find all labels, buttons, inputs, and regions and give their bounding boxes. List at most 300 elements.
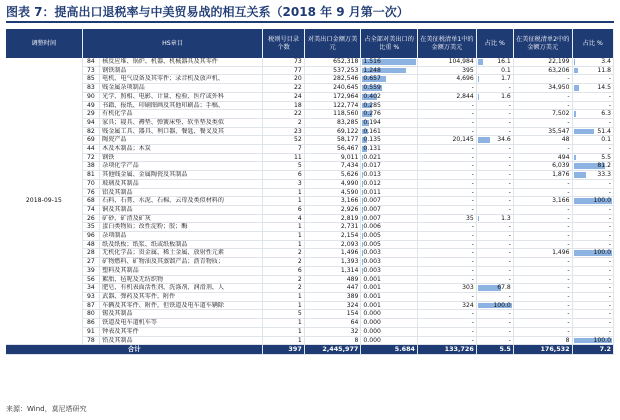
- export-amount-cell: 2,093: [304, 240, 361, 249]
- table-container: [6, 29, 614, 355]
- hs-name-cell: 矿物燃料、矿物油及其蒸馏产品；沥青物质；: [100, 258, 263, 267]
- header-count: 税则号目录个数: [263, 29, 304, 58]
- list1-share-cell: [476, 275, 513, 284]
- list1-amount-cell: -: [417, 127, 476, 136]
- list1-amount-cell: -: [417, 197, 476, 206]
- hs-code-cell: 96: [82, 232, 99, 241]
- table-row: [6, 127, 614, 136]
- export-share-cell: [361, 232, 418, 241]
- export-share-value: 0.007: [363, 205, 381, 213]
- list2-amount-cell: 63,206: [513, 66, 572, 75]
- list2-amount-cell: -: [513, 266, 572, 275]
- list2-share-value: -: [608, 223, 611, 231]
- hs-name-cell: 杂项制品: [100, 232, 263, 241]
- list1-share-value: -: [508, 197, 511, 205]
- list2-share-cell: [572, 153, 613, 162]
- hs-code-cell: 49: [82, 101, 99, 110]
- list2-share-cell: [572, 284, 613, 293]
- export-share-value: 0.135: [363, 136, 381, 144]
- export-share-value: 1.516: [363, 58, 381, 65]
- table-row: [6, 319, 614, 328]
- hs-name-cell: 锡及其制品: [100, 310, 263, 319]
- export-amount-cell: 2,819: [304, 214, 361, 223]
- list1-share-cell: [476, 249, 513, 258]
- tariff-count-cell: 22: [263, 110, 304, 119]
- list1-amount-cell: -: [417, 336, 476, 345]
- hs-name-cell: 贱金属工具、器具、利口器、餐匙、餐叉及其: [100, 127, 263, 136]
- list1-share-cell: [476, 58, 513, 66]
- list2-share-value: -: [608, 145, 611, 153]
- hs-code-cell: 74: [82, 205, 99, 214]
- list2-amount-cell: -: [513, 205, 572, 214]
- list1-amount-cell: -: [417, 275, 476, 284]
- list1-share-cell: [476, 118, 513, 127]
- export-share-value: 0.000: [363, 319, 381, 327]
- hs-name-cell: 纸及纸板；纸浆、纸或纸板制品: [100, 240, 263, 249]
- total-list1-share: 5.5: [476, 345, 513, 355]
- list1-share-value: -: [508, 336, 511, 344]
- tariff-count-cell: 24: [263, 92, 304, 101]
- list1-share-value: -: [508, 179, 511, 187]
- list1-share-value: 1.6: [501, 92, 511, 100]
- list2-share-value: 5.5: [601, 153, 611, 161]
- export-share-cell: [361, 75, 418, 84]
- export-share-value: 0.000: [363, 327, 381, 335]
- list1-share-bar: [478, 59, 484, 65]
- hs-code-cell: 44: [82, 145, 99, 154]
- header-list1-amount: 在美征税清单1中的金额万美元: [417, 29, 476, 58]
- total-list1-amount: 133,726: [417, 345, 476, 355]
- list1-amount-cell: -: [417, 249, 476, 258]
- table-row: [6, 136, 614, 145]
- list1-amount-cell: -: [417, 327, 476, 336]
- list1-amount-cell: -: [417, 223, 476, 232]
- list2-amount-cell: 1,496: [513, 249, 572, 258]
- list1-share-cell: [476, 223, 513, 232]
- export-share-cell: [361, 145, 418, 154]
- tariff-count-cell: 6: [263, 205, 304, 214]
- list1-share-cell: [476, 127, 513, 136]
- list1-share-bar: [478, 76, 479, 82]
- list1-amount-cell: -: [417, 162, 476, 171]
- list2-amount-cell: 8: [513, 336, 572, 345]
- total-label: 合计: [6, 345, 263, 355]
- list2-amount-cell: -: [513, 101, 572, 110]
- hs-name-cell: 武器、弹药及其零件、附件: [100, 292, 263, 301]
- list2-amount-cell: 22,199: [513, 58, 572, 66]
- list2-share-cell: [572, 240, 613, 249]
- list1-share-value: -: [508, 310, 511, 318]
- export-amount-cell: 7,434: [304, 162, 361, 171]
- list1-share-cell: [476, 319, 513, 328]
- table-row: [6, 75, 614, 84]
- export-share-value: 0.001: [363, 301, 381, 309]
- hs-name-cell: 玻璃及其制品: [100, 179, 263, 188]
- table-body: [6, 58, 614, 355]
- table-row: [6, 336, 614, 345]
- list1-amount-cell: -: [417, 110, 476, 119]
- list1-share-value: 34.6: [497, 136, 511, 144]
- total-row: [6, 345, 614, 355]
- tariff-count-cell: 1: [263, 301, 304, 310]
- hs-code-cell: 81: [82, 171, 99, 180]
- hs-name-cell: 其他贱金属、金属陶瓷及其制品: [100, 171, 263, 180]
- list1-share-cell: [476, 171, 513, 180]
- figure-title: 图表 7：提高出口退税率与中美贸易战的相互关系（2018 年 9 月第一次）: [6, 3, 614, 23]
- export-amount-cell: 324: [304, 301, 361, 310]
- list1-share-value: -: [508, 84, 511, 92]
- list1-share-cell: [476, 301, 513, 310]
- export-share-cell: [361, 336, 418, 345]
- list1-share-cell: [476, 162, 513, 171]
- export-share-value: 0.005: [363, 240, 381, 248]
- total-share: 5.684: [361, 345, 418, 355]
- total-list2-share: 7.2: [572, 345, 613, 355]
- table-row: [6, 301, 614, 310]
- table-row: [6, 197, 614, 206]
- list1-share-value: -: [508, 110, 511, 118]
- hs-code-cell: 90: [82, 92, 99, 101]
- hs-name-cell: 家具；寝具、褥垫、弹簧床垫、软坐垫及类似: [100, 118, 263, 127]
- list2-amount-cell: -: [513, 214, 572, 223]
- hs-name-cell: 蛋白类物质；改性淀粉；胶；酶: [100, 223, 263, 232]
- list2-amount-cell: 7,502: [513, 110, 572, 119]
- export-share-value: 0.285: [363, 101, 381, 109]
- list1-share-cell: [476, 197, 513, 206]
- table-row: [6, 162, 614, 171]
- list2-amount-cell: -: [513, 75, 572, 84]
- list2-amount-cell: -: [513, 118, 572, 127]
- list1-share-bar: [478, 137, 490, 143]
- hs-name-cell: 石料、石膏、水泥、石棉、云母及类似材料的: [100, 197, 263, 206]
- list1-share-cell: [476, 266, 513, 275]
- export-amount-cell: 1,393: [304, 258, 361, 267]
- export-amount-cell: 4,990: [304, 179, 361, 188]
- export-amount-cell: 58,177: [304, 136, 361, 145]
- list2-share-value: -: [608, 214, 611, 222]
- list1-share-cell: [476, 75, 513, 84]
- list1-share-cell: [476, 145, 513, 154]
- list1-amount-cell: 104,984: [417, 58, 476, 66]
- hs-code-cell: 84: [82, 58, 99, 66]
- list1-amount-cell: -: [417, 205, 476, 214]
- export-amount-cell: 9,011: [304, 153, 361, 162]
- list2-amount-cell: -: [513, 301, 572, 310]
- tariff-count-cell: 20: [263, 75, 304, 84]
- hs-name-cell: 木及木制品；木炭: [100, 145, 263, 154]
- list1-amount-cell: 4,696: [417, 75, 476, 84]
- table-row: [6, 223, 614, 232]
- tariff-count-cell: 1: [263, 197, 304, 206]
- export-share-cell: [361, 275, 418, 284]
- list1-share-value: 16.1: [497, 58, 511, 65]
- list1-share-value: -: [508, 275, 511, 283]
- list2-amount-cell: -: [513, 232, 572, 241]
- list1-share-value: -: [508, 205, 511, 213]
- list2-share-bar: [574, 155, 576, 161]
- hs-code-cell: 29: [82, 110, 99, 119]
- list1-amount-cell: -: [417, 258, 476, 267]
- tariff-count-cell: 3: [263, 179, 304, 188]
- table-row: [6, 284, 614, 293]
- tariff-count-cell: 7: [263, 145, 304, 154]
- list2-share-value: -: [608, 118, 611, 126]
- list1-share-value: -: [508, 319, 511, 327]
- hs-code-cell: 73: [82, 66, 99, 75]
- hs-name-cell: 无机化学品；贵金属、稀土金属、放射性元素: [100, 249, 263, 258]
- tariff-count-cell: 73: [263, 58, 304, 66]
- list1-share-value: -: [508, 127, 511, 135]
- table-row: [6, 310, 614, 319]
- tariff-count-cell: 2: [263, 118, 304, 127]
- export-amount-cell: 122,774: [304, 101, 361, 110]
- export-share-value: 0.013: [363, 171, 381, 179]
- table-row: [6, 92, 614, 101]
- hs-name-cell: 核反应堆、锅炉、机器、机械器具及其零件: [100, 58, 263, 66]
- hs-name-cell: 铅及其制品: [100, 336, 263, 345]
- list1-share-bar: [478, 94, 479, 100]
- list2-amount-cell: 1,876: [513, 171, 572, 180]
- export-share-cell: [361, 66, 418, 75]
- list2-amount-cell: 34,950: [513, 84, 572, 93]
- list2-share-bar: [574, 68, 579, 74]
- tariff-count-cell: 1: [263, 188, 304, 197]
- hs-name-cell: 电机、电气设备及其零件；录音机及放声机、: [100, 75, 263, 84]
- export-amount-cell: 489: [304, 275, 361, 284]
- list2-share-value: -: [608, 232, 611, 240]
- tariff-count-cell: 18: [263, 101, 304, 110]
- hs-code-cell: 70: [82, 179, 99, 188]
- export-share-value: 0.276: [363, 110, 381, 118]
- list1-share-cell: [476, 258, 513, 267]
- list2-share-cell: [572, 58, 613, 66]
- list1-share-value: -: [508, 258, 511, 266]
- list2-amount-cell: -: [513, 292, 572, 301]
- table-row: [6, 258, 614, 267]
- list2-share-cell: [572, 275, 613, 284]
- table-row: [6, 58, 614, 66]
- list1-amount-cell: -: [417, 101, 476, 110]
- list2-share-cell: [572, 197, 613, 206]
- export-share-cell: [361, 179, 418, 188]
- hs-code-cell: 28: [82, 249, 99, 258]
- list2-share-value: 33.3: [597, 171, 611, 179]
- list1-share-cell: [476, 66, 513, 75]
- export-amount-cell: 2,926: [304, 205, 361, 214]
- list1-share-cell: [476, 232, 513, 241]
- list2-share-cell: [572, 223, 613, 232]
- list2-share-value: -: [608, 101, 611, 109]
- list1-share-cell: [476, 92, 513, 101]
- list2-share-cell: [572, 75, 613, 84]
- list2-amount-cell: -: [513, 275, 572, 284]
- export-amount-cell: 56,467: [304, 145, 361, 154]
- list2-share-value: -: [608, 301, 611, 309]
- tariff-count-cell: 2: [263, 275, 304, 284]
- list1-share-cell: [476, 101, 513, 110]
- list2-amount-cell: -: [513, 179, 572, 188]
- tariff-count-cell: 22: [263, 84, 304, 93]
- list2-share-value: 14.5: [597, 84, 611, 92]
- hs-code-cell: 56: [82, 275, 99, 284]
- export-amount-cell: 2,154: [304, 232, 361, 241]
- hs-code-cell: 80: [82, 310, 99, 319]
- list1-amount-cell: -: [417, 266, 476, 275]
- list1-share-cell: [476, 179, 513, 188]
- hs-name-cell: 书籍、报纸、印刷图画及其他印刷品；手稿、: [100, 101, 263, 110]
- list2-amount-cell: -: [513, 319, 572, 328]
- list2-share-bar: [574, 59, 575, 65]
- table-row: [6, 179, 614, 188]
- hs-code-cell: 76: [82, 188, 99, 197]
- export-amount-cell: 652,318: [304, 58, 361, 66]
- list2-share-cell: [572, 292, 613, 301]
- export-share-cell: [361, 171, 418, 180]
- list2-share-value: -: [608, 205, 611, 213]
- export-amount-cell: 537,253: [304, 66, 361, 75]
- list2-share-cell: [572, 110, 613, 119]
- hs-code-cell: 72: [82, 153, 99, 162]
- table-row: [6, 118, 614, 127]
- hs-name-cell: 光学、照相、电影、计量、检验、医疗或外科: [100, 92, 263, 101]
- hs-code-cell: 82: [82, 127, 99, 136]
- list2-amount-cell: -: [513, 327, 572, 336]
- list1-share-cell: [476, 188, 513, 197]
- list1-share-value: -: [508, 101, 511, 109]
- list2-amount-cell: 3,166: [513, 197, 572, 206]
- list2-share-cell: [572, 327, 613, 336]
- table-row: [6, 145, 614, 154]
- hs-code-cell: 35: [82, 223, 99, 232]
- export-share-cell: [361, 223, 418, 232]
- tariff-count-cell: 1: [263, 319, 304, 328]
- adjust-date-cell: 2018-09-15: [6, 58, 82, 345]
- tariff-count-cell: 5: [263, 162, 304, 171]
- export-amount-cell: 8: [304, 336, 361, 345]
- list2-share-cell: [572, 145, 613, 154]
- list2-share-cell: [572, 179, 613, 188]
- list2-share-cell: [572, 84, 613, 93]
- list1-amount-cell: -: [417, 171, 476, 180]
- list2-share-value: -: [608, 188, 611, 196]
- export-share-cell: [361, 249, 418, 258]
- table-row: [6, 266, 614, 275]
- list1-share-value: -: [508, 266, 511, 274]
- list2-share-value: 3.4: [601, 58, 611, 65]
- list1-amount-cell: -: [417, 319, 476, 328]
- hs-code-cell: 68: [82, 197, 99, 206]
- list2-share-cell: [572, 66, 613, 75]
- table-row: [6, 66, 614, 75]
- export-share-cell: [361, 319, 418, 328]
- list1-share-value: -: [508, 223, 511, 231]
- export-amount-cell: 5,626: [304, 171, 361, 180]
- list2-amount-cell: -: [513, 92, 572, 101]
- hs-code-cell: 85: [82, 75, 99, 84]
- list2-share-value: -: [608, 179, 611, 187]
- table-row: [6, 153, 614, 162]
- export-amount-cell: 3,166: [304, 197, 361, 206]
- export-share-value: 0.012: [363, 179, 381, 187]
- export-amount-cell: 240,645: [304, 84, 361, 93]
- export-amount-cell: 32: [304, 327, 361, 336]
- list2-share-value: 100.0: [593, 336, 611, 344]
- list2-share-value: -: [608, 266, 611, 274]
- export-amount-cell: 282,546: [304, 75, 361, 84]
- export-share-cell: [361, 310, 418, 319]
- hs-code-cell: 91: [82, 327, 99, 336]
- list2-share-cell: [572, 92, 613, 101]
- list2-amount-cell: -: [513, 258, 572, 267]
- export-share-cell: [361, 327, 418, 336]
- tariff-count-cell: 6: [263, 266, 304, 275]
- export-share-value: 0.007: [363, 214, 381, 222]
- export-amount-cell: 69,122: [304, 127, 361, 136]
- list1-share-value: 1.7: [501, 75, 511, 83]
- tariff-count-cell: 1: [263, 327, 304, 336]
- table-row: [6, 214, 614, 223]
- list2-share-cell: [572, 319, 613, 328]
- export-share-cell: [361, 197, 418, 206]
- export-amount-cell: 2,731: [304, 223, 361, 232]
- list1-amount-cell: -: [417, 188, 476, 197]
- tariff-count-cell: 23: [263, 127, 304, 136]
- list2-share-value: 100.0: [593, 197, 611, 205]
- list2-share-cell: [572, 171, 613, 180]
- tariff-count-cell: 5: [263, 310, 304, 319]
- hs-name-cell: 钢铁制品: [100, 66, 263, 75]
- list1-share-cell: [476, 284, 513, 293]
- export-share-cell: [361, 258, 418, 267]
- export-share-value: 0.657: [363, 75, 381, 83]
- hs-name-cell: 贱金属杂项制品: [100, 84, 263, 93]
- list1-share-value: 100.0: [493, 301, 511, 309]
- list2-share-cell: [572, 301, 613, 310]
- list1-amount-cell: -: [417, 292, 476, 301]
- export-share-value: 0.000: [363, 310, 381, 318]
- table-row: [6, 327, 614, 336]
- export-amount-cell: 118,560: [304, 110, 361, 119]
- export-share-cell: [361, 292, 418, 301]
- list1-share-value: -: [508, 249, 511, 257]
- list2-share-value: -: [608, 319, 611, 327]
- total-count: 397: [263, 345, 304, 355]
- export-share-cell: [361, 153, 418, 162]
- list1-share-value: -: [508, 118, 511, 126]
- source-note: 来源：Wind，莫尼塔研究: [6, 405, 87, 413]
- list1-share-value: -: [508, 188, 511, 196]
- list2-amount-cell: -: [513, 223, 572, 232]
- list1-amount-cell: -: [417, 118, 476, 127]
- hs-name-cell: 塑料及其制品: [100, 266, 263, 275]
- export-share-value: 0.003: [363, 266, 381, 274]
- export-share-cell: [361, 301, 418, 310]
- export-share-cell: [361, 110, 418, 119]
- hs-code-cell: 83: [82, 84, 99, 93]
- list2-share-cell: [572, 232, 613, 241]
- list1-share-cell: [476, 327, 513, 336]
- list2-share-value: 6.3: [601, 110, 611, 118]
- list2-share-cell: [572, 258, 613, 267]
- table-row: [6, 171, 614, 180]
- tariff-count-cell: 4: [263, 214, 304, 223]
- export-amount-cell: 172,964: [304, 92, 361, 101]
- tariff-count-cell: 77: [263, 66, 304, 75]
- tariff-count-cell: 1: [263, 232, 304, 241]
- list2-share-value: -: [608, 92, 611, 100]
- hs-code-cell: 94: [82, 118, 99, 127]
- export-share-cell: [361, 162, 418, 171]
